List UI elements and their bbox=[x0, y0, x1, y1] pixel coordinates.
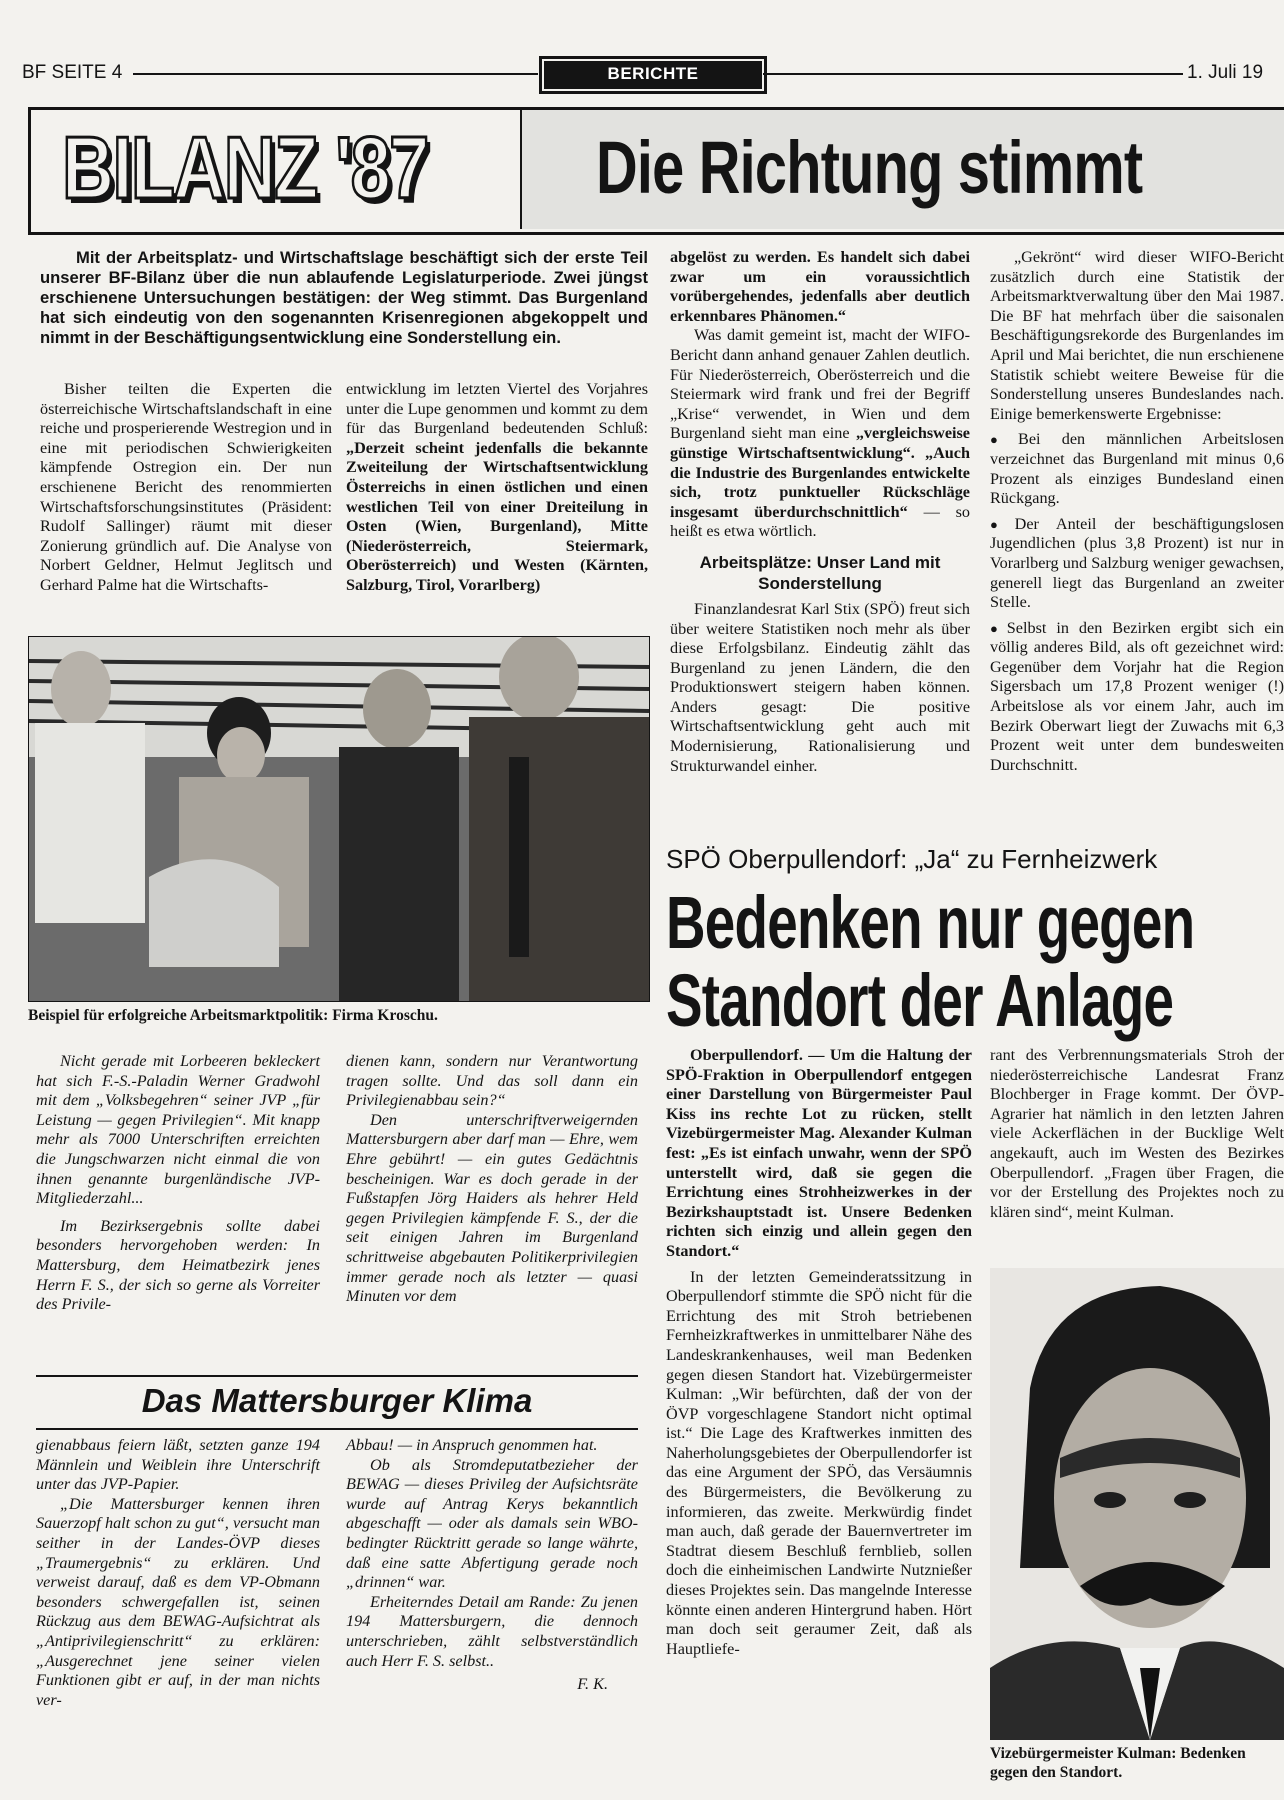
issue-date: 1. Juli 19 bbox=[1187, 62, 1264, 83]
article2-headline-line2: Standort der Anlage bbox=[666, 959, 1174, 1042]
article-col3-p2: Was damit gemeint ist, macht der WIFO-Bericht dann anhand genauer Zahlen deutlich. Für Niederösterreich, Oberösterreich und die Steiermark wird frank und frei der Begriff „Krise“ verwendet, in Wien und dem Burgenland sieht man eine bbox=[670, 326, 970, 443]
article-subhead: Arbeitsplätze: Unser Land mit Sonderstellung bbox=[699, 552, 941, 593]
commentary-paragraph: Erheiterndes Detail am Rande: Zu jenen 194 Mattersburgern, die dennoch unterschrieben, zählt selbstverständlich auch Herr F. S. selbst.. bbox=[346, 1592, 638, 1670]
commentary-rule-bottom bbox=[36, 1428, 638, 1430]
article-col1 bbox=[40, 380, 332, 596]
commentary-paragraph: Abbau! — in Anspruch genommen hat. bbox=[346, 1436, 598, 1454]
article2-col1 bbox=[666, 1046, 972, 1659]
header-rule-left bbox=[133, 73, 538, 75]
article-col4 bbox=[990, 248, 1284, 848]
commentary-paragraph: gienabbaus feiern läßt, setzten ganze 194 Männlein und Weiblein ihre Unterschrift unter das JVP-Papier. bbox=[36, 1436, 320, 1494]
page-number: BF SEITE 4 bbox=[22, 62, 123, 83]
bilanz-logo: BILANZ '87 bbox=[62, 118, 428, 217]
bullet-item: ● Selbst in den Bezirken ergibt sich ein völlig anderes Bild, als oft gezeichnet wird: Gegenüber dem Vorjahr hat die Region Sigersbach um 17,8 Prozent weniger (!) Arbeitslose als vor einem Jahr, auch im Bezirk Oberwart liegt der Zuwachs mit 6,3 Prozent weit unter dem bundesweiten Durchschnitt. bbox=[990, 619, 1284, 776]
factory-photo-image bbox=[29, 637, 649, 1001]
article-col1-text: Bisher teilten die Experten die österreichische Wirtschaftslandschaft in eine reiche und prosperierende Westregion und in eine mit periodischen Schwierigkeiten kämpfende Ostregion ein. Der nun erschienene Bericht des renommierten Wirtschaftsforschungsinstitutes (Präsident: Rudolf Sallinger) räumt mit dieser Zonierung gründlich auf. Die Analyse von Norbert Geldner, Helmut Jeglitsch und Gerhard Palme hat die Wirtschafts- bbox=[40, 380, 332, 594]
article2-headline-line1: Bedenken nur gegen bbox=[666, 884, 1195, 964]
article-col3-p3: Finanzlandesrat Karl Stix (SPÖ) freut sich über weitere Statistiken noch mehr als über diese Erfolgsbilanz. Eindeutig zählt das Burgenland zu jenen Ländern, die den Produktionswert steigern haben können. Anders gesagt: Die positive Wirtschaftsentwicklung geht auch mit Modernisierung, Rationalisierung und Strukturwandel einher. bbox=[670, 599, 970, 775]
article-col2-bold: „Derzeit scheint jedenfalls die bekannte Zweiteilung der Wirtschaftsentwicklung Österreichs in einen östlichen und einen westlichen Teil von einer Dreiteilung in Osten (Wien, Burgenland), Mitte (Niederösterreich, Steiermark, Oberösterreich) und Westen (Kärnten, Salzburg, Tirol, Vorarlberg) bbox=[346, 438, 648, 594]
section-badge: BERICHTE bbox=[539, 56, 767, 94]
article-col2-plain: entwicklung im letzten Viertel des Vorjahres unter die Lupe genommen und kommt zu dem für das Burgenland bedeutenden Schluß: bbox=[346, 380, 648, 438]
commentary-paragraph: Den unterschriftverweigernden Mattersburgern aber darf man — Ehre, wem Ehre gebührt! — ein gutes Gedächtnis bescheinigen. War es doch gerade in der Fußstapfen Jörg Haiders als hehrer Held gegen Privilegien kämpfende F. S., der die seit einigen Jahren im Burgenland schrittweise abgebauten Politikerprivilegien immer gerade noch als letzter — quasi Minuten vor dem bbox=[346, 1110, 638, 1306]
article-col3-p2-end: — so heißt es etwa wörtlich. bbox=[670, 502, 970, 541]
commentary-col4 bbox=[346, 1436, 638, 1695]
factory-photo bbox=[28, 636, 650, 1002]
article-col3-bold: abgelöst zu werden. Es handelt sich dabei zwar um ein voraussichtlich vorübergehendes, jedenfalls aber deutlich erkennbares Phänomen.“ bbox=[670, 248, 970, 325]
commentary-title: Das Mattersburger Klima bbox=[141, 1382, 533, 1419]
article2-col2 bbox=[990, 1046, 1284, 1246]
portrait-caption: Vizebürgermeister Kulman: Bedenken gegen den Standort. bbox=[990, 1745, 1246, 1781]
commentary-paragraph: Im Bezirksergebnis sollte dabei besonders hervorgehoben werden: In Mattersburg, dem Heimatbezirk jenes Herrn F. S., der sich so gerne als Vorreiter des Privile- bbox=[36, 1216, 320, 1314]
main-headline: Die Richtung stimmt bbox=[596, 126, 1143, 209]
article2-kicker: SPÖ Oberpullendorf: „Ja“ zu Fernheizwerk bbox=[666, 844, 1158, 874]
commentary-paragraph: Ob als Stromdeputatbezieher der BEWAG — dieses Privileg der Aufsichtsräte wurde auf Antrag Kerys bekanntlich abgeschafft — oder als damals sein WBO-bedingter Rücktritt gerade so lange währte, daß eine satte Abfertigung gerade noch „drinnen“ war. bbox=[346, 1455, 638, 1592]
article2-col2-text: rant des Verbrennungsmaterials Stroh der niederösterreichische Landesrat Franz Blochberger in Frage kommt. Der ÖVP-Agrarier hat nämlich in den letzten Jahren viele Ackerflächen in der Bucklige Welt angekauft, auch im Westen des Bezirkes Oberpullendorf. „Fragen über Fragen, die vor der Erstellung des Projektes noch zu klären sind“, meint Kulman. bbox=[990, 1046, 1284, 1221]
article-col3-p2-bold: „vergleichsweise günstige Wirtschaftsentwicklung“. „Auch die Industrie des Burgenlandes entwickelte sich, trotz punktueller Rückschläge insgesamt überdurchschnittlich“ bbox=[670, 424, 970, 521]
article-lead: Mit der Arbeitsplatz- und Wirtschaftslage beschäftigt sich der erste Teil unserer BF-Bilanz über die nun ablaufende Legislaturperiode. Zwei jüngst erschienene Untersuchungen bestätigen: der Weg stimmt. Das Burgenland hat sich eindeutig von den sogenannten Krisenregionen abgekoppelt und nimmt in der Beschäftigungsentwicklung eine Sonderstellung ein. bbox=[40, 248, 648, 347]
header-rule-right bbox=[763, 73, 1183, 75]
article-col3 bbox=[670, 248, 970, 776]
article2-col1-text: In der letzten Gemeinderatssitzung in Oberpullendorf stimmte die SPÖ nicht für die Errichtung des mit Stroh betriebenen Fernheizkraftwerkes in unmittelbarer Nähe des Landeskrankenhauses, weil man Bedenken gegen diesen Standort hat. Vizebürgermeister Kulman: „Wir befürchten, daß der von der ÖVP vorgeschlagene Standort nicht optimal ist.“ Die Lage des Kraftwerkes inmitten des Naherholungsgebietes der Oberpullendorfer ist das eine Argument der SPÖ, das Versäumnis des Bürgermeisters, die Bevölkerung zu informieren, das zweite. Merkwürdig findet man auch, daß gerade der Bauernvertreter im Stadtrat diesem Beschluß fernblieb, sollen doch die einheimischen Landwirte Nutznießer dieses Projektes sein. Das mangelnde Interesse könnte einen anderen Hintergrund haben. Hört man doch seit geraumer Zeit, daß als Hauptliefe- bbox=[666, 1267, 972, 1658]
commentary-signature: F. K. bbox=[577, 1675, 608, 1694]
portrait-photo bbox=[990, 1268, 1284, 1740]
commentary-col3 bbox=[36, 1436, 320, 1710]
article2-lead: Oberpullendorf. — Um die Haltung der SPÖ-Fraktion in Oberpullendorf entgegen einer Darstellung von Bürgermeister Paul Kiss ins rechte Lot zu rücken, stellt Vizebürgermeister Mag. Alexander Kulman fest: „Es ist einfach unwahr, wenn der SPÖ unterstellt wird, daß sie gegen die Errichtung eines Strohheizwerkes in der Bezirkshauptstadt ist. Unsere Bedenken richten sich einzig und allein gegen den Standort.“ bbox=[666, 1046, 972, 1260]
commentary-col2 bbox=[346, 1052, 638, 1307]
commentary-col1 bbox=[36, 1052, 320, 1315]
bullet-item: ● Bei den männlichen Arbeitslosen verzeichnet das Burgenland mit minus 0,6 Prozent als einziges Bundesland einen Rückgang. bbox=[990, 430, 1284, 508]
commentary-paragraph: dienen kann, sondern nur Verantwortung tragen sollte. Und das soll dann ein Privilegienabbau sein?“ bbox=[346, 1052, 638, 1110]
photo-caption: Beispiel für erfolgreiche Arbeitsmarktpolitik: Firma Kroschu. bbox=[28, 1007, 438, 1024]
article-col4-p1: „Gekrönt“ wird dieser WIFO-Bericht zusätzlich durch eine Statistik der Arbeitsmarktverwaltung über den Mai 1987. Die BF hat mehrfach über die saisonalen Beschäftigungsrekorde des Burgenlandes im April und Mai berichtet, die nun erschienene Statistik schiebt weitere Beweise für die Sonderstellung unseres Bundeslandes nach. Einige bemerkenswerte Ergebnisse: bbox=[990, 248, 1284, 423]
commentary-paragraph: „Die Mattersburger kennen ihren Sauerzopf halt schon zu gut“, versucht man seither in der Landes-ÖVP dieses „Traumergebnis“ zu erklären. Und verweist darauf, daß es dem VP-Obmann besonders schwergefallen ist, seinen Rückzug aus dem BEWAG-Aufsichtrat als „Antiprivilegienschritt“ zu erklären: „Ausgerechnet jene seiner vielen Funktionen gibt er auf, in der man nichts ver- bbox=[36, 1494, 320, 1709]
commentary-paragraph: Nicht gerade mit Lorbeeren bekleckert hat sich F.-S.-Paladin Werner Gradwohl mit dem „Volksbegehren“ seiner JVP „für Leistung — gegen Privilegien“. Mit knapp mehr als 7000 Unterschriften erreichten die Jungschwarzen nicht einmal die von ihnen genannte burgenländische JVP-Mitgliederzahl... bbox=[36, 1052, 320, 1208]
portrait-photo-image bbox=[990, 1268, 1284, 1740]
article2-headline bbox=[666, 884, 1284, 1044]
bullet-item: ● Der Anteil der beschäftigungslosen Jugendlichen (plus 3,8 Prozent) ist nur in Vorarlberg und Salzburg weniger gewachsen, generell liegt das Burgenland an zweiter Stelle. bbox=[990, 515, 1284, 613]
article-col2 bbox=[346, 380, 648, 596]
commentary-rule-top bbox=[36, 1375, 638, 1377]
